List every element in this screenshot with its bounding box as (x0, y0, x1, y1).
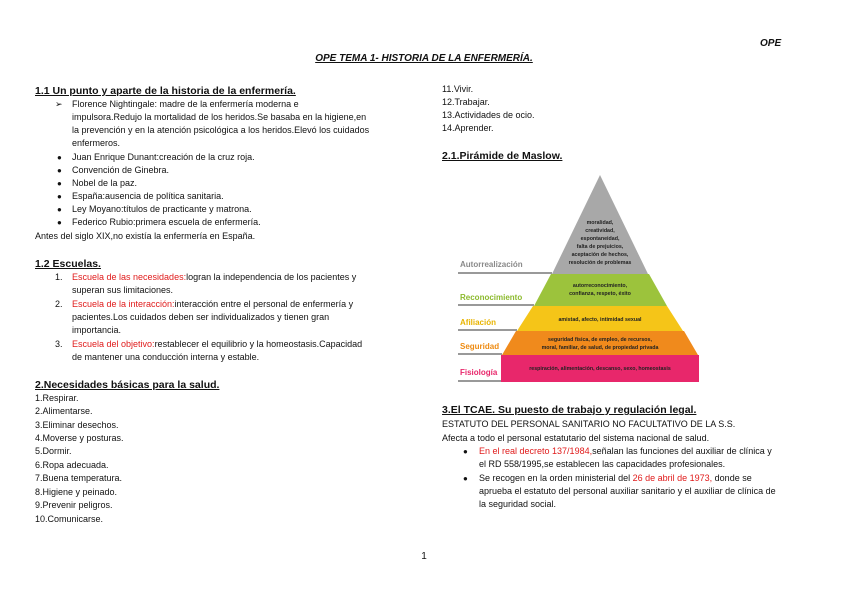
list-item: España:ausencia de política sanitaria. (72, 191, 224, 201)
list-number: 3. (55, 339, 63, 349)
list-number: 2. (55, 299, 63, 309)
need-item: 5.Dormir. (35, 446, 72, 456)
section-heading-maslow: 2.1.Pirámide de Maslow. (442, 150, 563, 162)
level-label: Autorrealización (460, 260, 523, 269)
need-item: 7.Buena temperatura. (35, 473, 123, 483)
need-item: 12.Trabajar. (442, 97, 490, 107)
statute-title: ESTATUTO DEL PERSONAL SANITARIO NO FACULTATIVO DE LA S.S. (442, 419, 736, 429)
list-item: Convención de Ginebra. (72, 165, 170, 175)
header-label: OPE (760, 38, 782, 49)
list-item: Federico Rubio:primera escuela de enfermería. (72, 217, 261, 227)
need-item: 4.Moverse y posturas. (35, 433, 124, 443)
level-text: confianza, respeto, éxito (569, 291, 631, 297)
order-item-cont: aprueba el estatuto del personal auxiliar sanitario y el auxiliar de clínica de (479, 486, 776, 496)
school-desc: logran la independencia de los pacientes y (186, 272, 357, 282)
level-label: Fisiología (460, 368, 498, 377)
school-item (72, 338, 362, 351)
level-label: Reconocimiento (460, 293, 523, 302)
need-item: 9.Prevenir peligros. (35, 500, 113, 510)
level-text: seguridad física, de empleo, de recursos, (548, 337, 652, 343)
order-item (479, 472, 752, 485)
decree-item (479, 445, 772, 458)
level-text: falta de prejuicios, (576, 244, 624, 250)
maslow-pyramid (455, 170, 705, 385)
level-text: espontaneidad, (580, 236, 620, 242)
list-number: 1. (55, 272, 63, 282)
document-title: OPE TEMA 1- HISTORIA DE LA ENFERMERÍA. (315, 53, 533, 64)
bullet-dot-icon: ● (57, 179, 62, 188)
level-text: amistad, afecto, intimidad sexual (558, 317, 642, 323)
arrow-item-line: Florence Nightingale: madre de la enfermería moderna e (72, 99, 299, 109)
arrow-item-line: la prevención y en la atención psicológica a los heridos.Elevó los cuidados (72, 125, 370, 135)
school-item-cont: pacientes.Los cuidados deben ser individualizados y tienen gran (72, 312, 330, 322)
arrow-item-line: enfermeros. (72, 138, 121, 148)
bullet-dot-icon: ● (57, 153, 62, 162)
section-heading-needs: 2.Necesidades básicas para la salud. (35, 379, 220, 391)
need-item: 1.Respirar. (35, 393, 79, 403)
need-item: 13.Actividades de ocio. (442, 110, 535, 120)
need-item: 3.Eliminar desechos. (35, 420, 119, 430)
need-item: 10.Comunicarse. (35, 514, 104, 524)
school-item (72, 298, 353, 311)
level-text: resolución de problemas (568, 260, 632, 266)
level-label: Afiliación (460, 318, 497, 327)
school-item-cont: de mantener una conducción interna y estable. (72, 352, 260, 362)
level-text: aceptación de hechos, (571, 252, 629, 258)
decree-reference: En el real decreto 137/1984, (479, 446, 593, 456)
bullet-dot-icon: ● (463, 474, 468, 483)
order-item-cont: la seguridad social. (479, 499, 557, 509)
need-item: 8.Higiene y peinado. (35, 487, 118, 497)
pyramid-level-safety (502, 331, 698, 355)
arrow-bullet-icon: ➢ (55, 99, 63, 109)
school-item-cont: importancia. (72, 325, 122, 335)
section-heading-history: 1.1 Un punto y aparte de la historia de la enfermería. (35, 85, 296, 97)
bullet-dot-icon: ● (57, 205, 62, 214)
need-item: 14.Aprender. (442, 123, 494, 133)
statute-scope: Afecta a todo el personal estatutario del sistema nacional de salud. (442, 433, 710, 443)
need-item: 11.Vivir. (442, 84, 474, 94)
arrow-item-line: impulsora.Redujo la mortalidad de los heridos.Se basaba en la higiene,en (72, 112, 367, 122)
list-item: Juan Enrique Dunant:creación de la cruz roja. (72, 152, 255, 162)
bullet-dot-icon: ● (463, 447, 468, 456)
school-name: Escuela de las necesidades: (72, 272, 187, 282)
school-item (72, 271, 356, 284)
section-heading-tcae: 3.El TCAE. Su puesto de trabajo y regulación legal. (442, 404, 697, 416)
school-name: Escuela de la interacción: (72, 299, 175, 309)
decree-desc: señalan las funciones del auxiliar de clínica y (592, 446, 772, 456)
level-text: respiración, alimentación, descanso, sexo, homeostasis (529, 366, 671, 372)
order-date: 26 de abril de 1973, (632, 473, 713, 483)
list-item: Ley Moyano:títulos de practicante y matrona. (72, 204, 252, 214)
history-note: Antes del siglo XIX,no existía la enfermería en España. (35, 231, 256, 241)
level-text: moral, familiar, de salud, de propiedad privada (541, 345, 659, 351)
school-name: Escuela del objetivo: (72, 339, 155, 349)
order-rest: donde se (712, 473, 752, 483)
need-item: 2.Alimentarse. (35, 406, 93, 416)
section-heading-schools: 1.2 Escuelas. (35, 258, 101, 270)
school-item-cont: superan sus limitaciones. (72, 285, 174, 295)
level-text: moralidad, (586, 220, 614, 226)
level-text: autorreconocimiento, (572, 283, 628, 289)
list-item: Nobel de la paz. (72, 178, 138, 188)
page-number: 1 (421, 551, 427, 562)
need-item: 6.Ropa adecuada. (35, 460, 109, 470)
bullet-dot-icon: ● (57, 166, 62, 175)
school-desc: interacción entre el personal de enfermería y (174, 299, 354, 309)
level-label: Seguridad (460, 342, 500, 351)
bullet-dot-icon: ● (57, 218, 62, 227)
level-text: creatividad, (585, 228, 615, 234)
order-pre: Se recogen en la orden ministerial del (479, 473, 633, 483)
bullet-dot-icon: ● (57, 192, 62, 201)
school-desc: restablecer el equilibrio y la homeostasis.Capacidad (154, 339, 363, 349)
pyramid-level-esteem (534, 274, 667, 306)
decree-item-cont: el RD 558/1995,se establecen las capacidades profesionales. (479, 459, 726, 469)
